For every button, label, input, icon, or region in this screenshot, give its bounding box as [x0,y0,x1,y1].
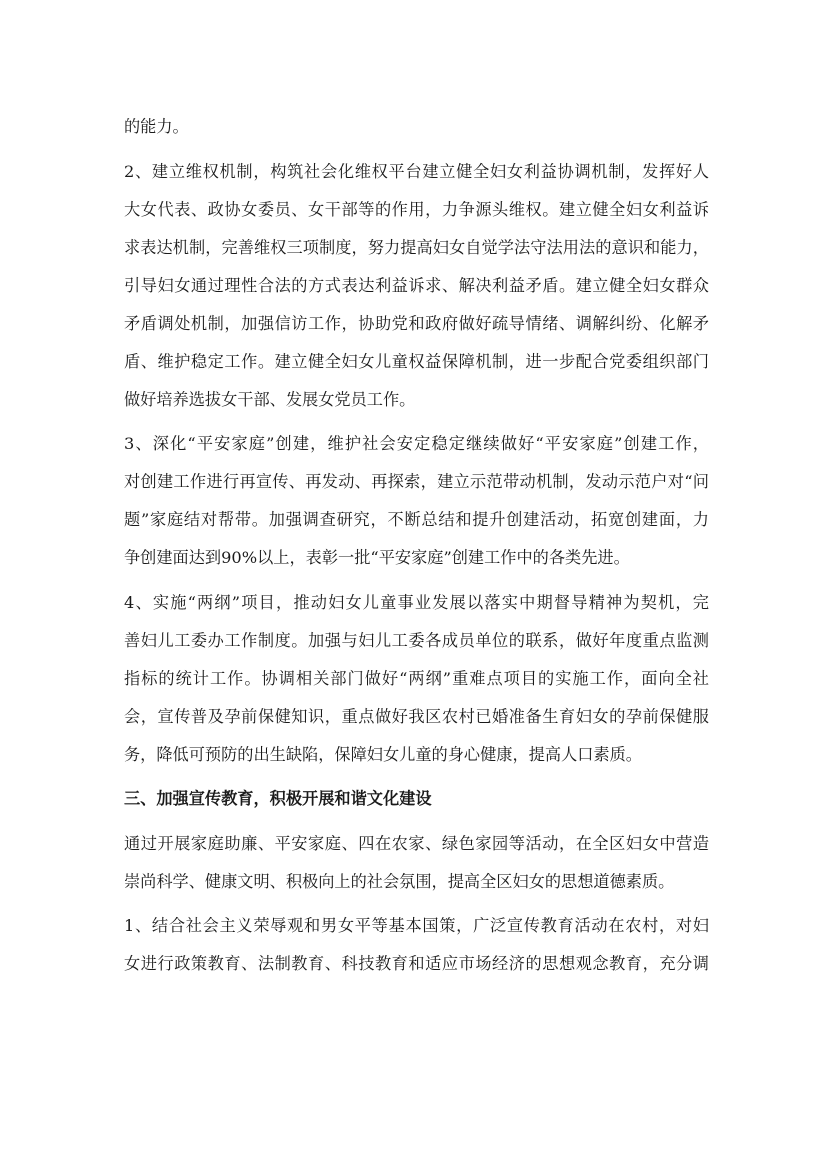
text-line: 2、建立维权机制，构筑社会化维权平台建立健全妇女利益协调机制，发挥好人 [124,161,709,181]
text-line: 3、深化“平安家庭”创建，维护社会安定稳定继续做好“平安家庭”创建工作， [124,434,709,453]
text-line: 会，宣传普及孕前保健知识，重点做好我区农村已婚准备生育妇女的孕前保健服 [124,706,709,726]
paragraph [124,584,709,774]
text-line: 引导妇女通过理性合法的方式表达利益诉求、解决利益矛盾。建立健全妇女群众 [124,275,709,295]
text-line: 通过开展家庭助廉、平安家庭、四在农家、绿色家园等活动，在全区妇女中营造 [124,833,709,853]
text-line: 求表达机制，完善维权三项制度，努力提高妇女自觉学法守法用法的意识和能力， [124,237,709,257]
paragraph [124,907,709,983]
text-line: 务，降低可预防的出生缺陷，保障妇女儿童的身心健康，提高人口素质。 [124,744,642,764]
text-line: 对创建工作进行再宣传、再发动、再探索，建立示范带动机制，发动示范户对“问 [124,472,709,491]
text-line: 指标的统计工作。协调相关部门做好“两纲”重难点项目的实施工作，面向全社 [124,668,709,688]
text-line: 大女代表、政协女委员、女干部等的作用，力争源头维权。建立健全妇女利益诉 [124,199,709,219]
heading-text: 三、加强宣传教育，积极开展和谐文化建设 [124,789,432,808]
text-line: 崇尚科学、健康文明、积极向上的社会氛围，提高全区妇女的思想道德素质。 [124,871,675,891]
text-line: 善妇儿工委办工作制度。加强与妇儿工委各成员单位的联系，做好年度重点监测 [124,630,709,650]
text-line: 争创建面达到90%以上，表彰一批“平安家庭”创建工作中的各类先进。 [124,548,630,567]
paragraph [124,825,709,901]
text-line: 题”家庭结对帮带。加强调查研究，不断总结和提升创建活动，拓宽创建面，力 [124,510,709,529]
text-line: 矛盾调处机制，加强信访工作，协助党和政府做好疏导情绪、调解纠纷、化解矛 [124,313,709,333]
text-line: 做好培养选拔女干部、发展女党员工作。 [124,389,416,409]
text-line: 1、结合社会主义荣辱观和男女平等基本国策，广泛宣传教育活动在农村，对妇 [124,916,709,935]
text-line: 盾、维护稳定工作。建立健全妇女儿童权益保障机制，进一步配合党委组织部门 [124,351,709,371]
paragraph [124,425,709,577]
section-heading [124,780,709,818]
text-line: 女进行政策教育、法制教育、科技教育和适应市场经济的思想观念教育，充分调 [124,954,709,973]
paragraph [124,108,709,146]
text-line: 4、实施“两纲”项目，推动妇女儿童事业发展以落实中期督导精神为契机，完 [124,592,709,612]
document-body [124,108,709,983]
text-line: 的能力。 [124,117,189,136]
paragraph [124,153,709,419]
